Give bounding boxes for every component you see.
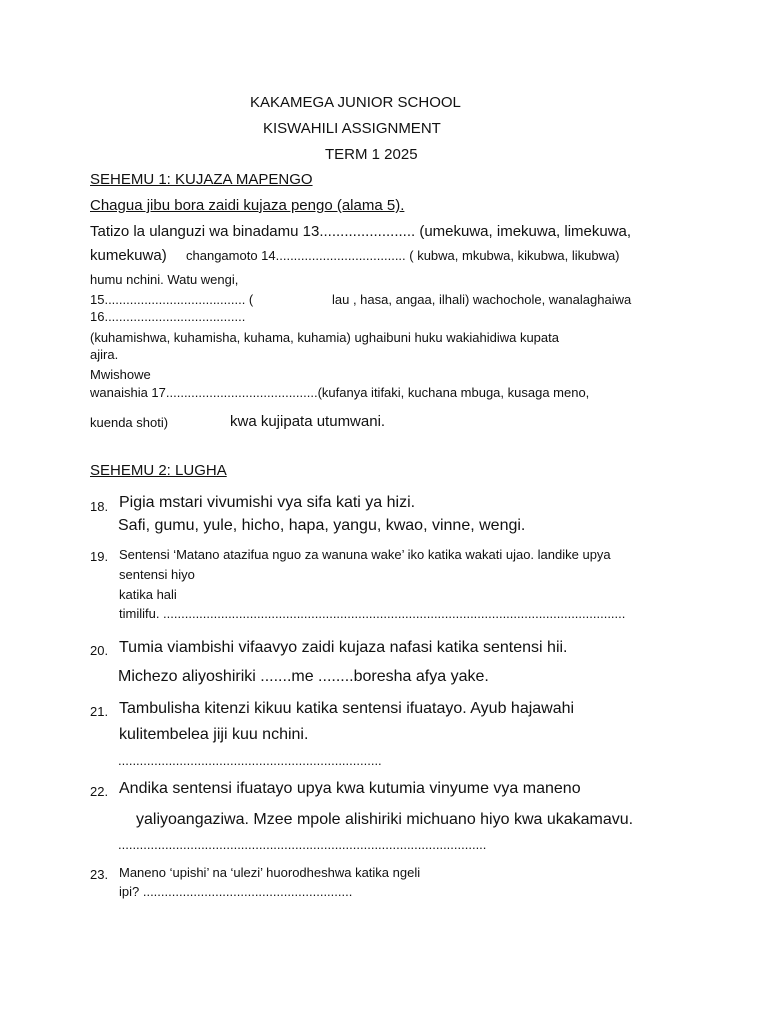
question-text: Michezo aliyoshiriki .......me ........boresha afya yake.	[118, 668, 489, 685]
passage-line: kwa kujipata utumwani.	[230, 413, 386, 430]
question-number: 23.	[90, 867, 109, 882]
passage-line: wanaishia 17..........................................(kufanya itifaki, kuchana mbuga, kusaga meno,	[90, 385, 590, 400]
passage-line: (kuhamishwa, kuhamisha, kuhama, kuhamia) ughaibuni huku wakiahidiwa kupata	[90, 330, 559, 345]
passage-line: 16.......................................	[90, 309, 246, 324]
passage-line: Tatizo la ulanguzi wa binadamu 13....................... (umekuwa, imekuwa, limekuwa,	[90, 223, 632, 240]
question-text: sentensi hiyo	[119, 567, 195, 582]
section1-instruction: Chagua jibu bora zaidi kujaza pengo (alama 5).	[90, 197, 405, 214]
passage-line: ajira.	[90, 347, 119, 362]
question-text: katika hali	[119, 587, 177, 602]
question-text: Andika sentensi ifuatayo upya kwa kutumia vinyume vya maneno	[119, 780, 581, 797]
passage-line: lau , hasa, angaa, ilhali) wachochole, wanalaghaiwa	[332, 292, 632, 307]
school-name: KAKAMEGA JUNIOR SCHOOL	[250, 94, 461, 111]
question-text: Pigia mstari vivumishi vya sifa kati ya hizi.	[119, 494, 416, 511]
question-text: Tumia viambishi vifaavyo zaidi kujaza nafasi katika sentensi hii.	[119, 639, 568, 656]
question-text: Tambulisha kitenzi kikuu katika sentensi ifuatayo. Ayub hajawahi	[119, 700, 575, 717]
question-number: 19.	[90, 549, 109, 564]
passage-line: kuenda shoti)	[90, 415, 169, 430]
answer-line: timilifu. ................................................................................................................................	[119, 606, 626, 621]
question-text: kulitembelea jiji kuu nchini.	[119, 726, 309, 743]
answer-line: .........................................................................	[118, 753, 382, 768]
passage-line: kumekuwa)	[90, 247, 167, 264]
question-number: 18.	[90, 499, 109, 514]
passage-line: Mwishowe	[90, 367, 151, 382]
question-text: Maneno ‘upishi’ na ‘ulezi’ huorodheshwa katika ngeli	[119, 865, 421, 880]
question-text: Sentensi ‘Matano atazifua nguo za wanuna wake’ iko katika wakati ujao. landike upya	[119, 547, 611, 562]
answer-line: ipi? ..........................................................	[119, 884, 353, 899]
question-number: 20.	[90, 643, 109, 658]
question-number: 21.	[90, 704, 109, 719]
assignment-title: KISWAHILI ASSIGNMENT	[263, 120, 441, 137]
answer-line: ......................................................................................................	[118, 837, 487, 852]
term-label: TERM 1 2025	[325, 146, 418, 163]
section2-title: SEHEMU 2: LUGHA	[90, 462, 227, 479]
passage-line: 15....................................... (	[90, 292, 254, 307]
passage-line: changamoto 14.................................... ( kubwa, mkubwa, kikubwa, likubwa)	[186, 248, 620, 263]
passage-line: humu nchini. Watu wengi,	[90, 272, 239, 287]
section1-title: SEHEMU 1: KUJAZA MAPENGO	[90, 171, 313, 188]
question-text: Safi, gumu, yule, hicho, hapa, yangu, kwao, vinne, wengi.	[118, 517, 526, 534]
question-number: 22.	[90, 784, 109, 799]
question-text: yaliyoangaziwa. Mzee mpole alishiriki michuano hiyo kwa ukakamavu.	[136, 811, 634, 828]
